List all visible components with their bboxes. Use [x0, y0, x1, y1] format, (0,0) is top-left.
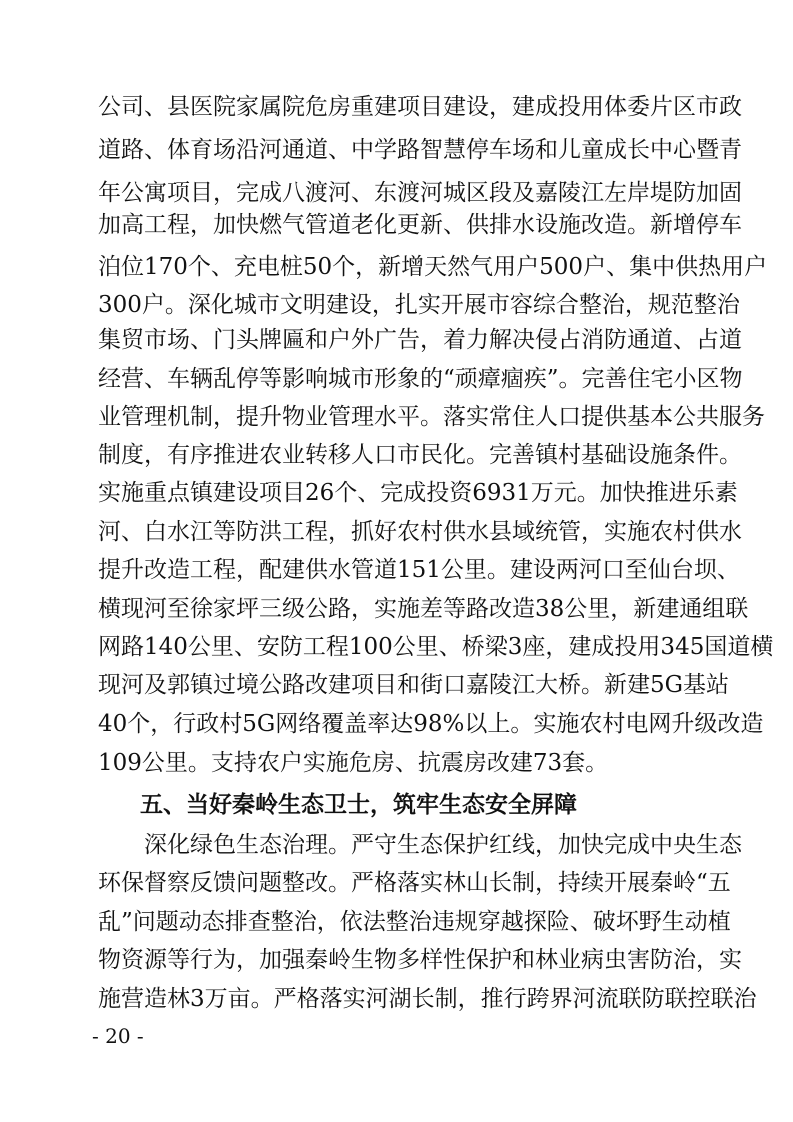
body-line: 业管理机制，提升物业管理水平。落实常住人口提供基本公共服务 — [98, 404, 765, 430]
body-line: 实施重点镇建设项目26个、完成投资6931万元。加快推进乐素 — [98, 480, 738, 506]
body-line: 40个，行政村5G网络覆盖率达98%以上。实施农村电网升级改造 — [98, 711, 764, 737]
page-number: - 20 - — [92, 1024, 144, 1048]
body-line: 深化绿色生态治理。严守生态保护红线，加快完成中央生态 — [144, 832, 742, 858]
body-line: 提升改造工程，配建供水管道151公里。建设两河口至仙台坝、 — [98, 557, 740, 583]
body-line: 环保督察反馈问题整改。严格落实林山长制，持续开展秦岭“五 — [98, 870, 731, 896]
body-line: 加高工程，加快燃气管道老化更新、供排水设施改造。新增停车 — [98, 212, 742, 238]
body-line: 河、白水江等防洪工程，抓好农村供水县域统管，实施农村供水 — [98, 519, 742, 545]
body-line: 集贸市场、门头牌匾和户外广告，着力解决侵占消防通道、占道 — [98, 327, 742, 353]
body-line: 泊位170个、充电桩50个，新增天然气用户500户、集中供热用户 — [98, 254, 768, 280]
body-line: 现河及郭镇过境公路改建项目和街口嘉陵江大桥。新建5G基站 — [98, 672, 730, 698]
body-line: 横现河至徐家坪三级公路，实施差等路改造38公里，新建通组联 — [98, 596, 749, 622]
body-line: 制度，有序推进农业转移人口市民化。完善镇村基础设施条件。 — [98, 442, 742, 468]
section-heading: 五、当好秦岭生态卫士，筑牢生态安全屏障 — [140, 792, 577, 818]
body-line: 网路140公里、安防工程100公里、桥梁3座，建成投用345国道横 — [98, 634, 774, 660]
body-line: 物资源等行为，加强秦岭生物多样性保护和林业病虫害防治，实 — [98, 947, 742, 973]
body-line: 年公寓项目，完成八渡河、东渡河城区段及嘉陵江左岸堤防加固 — [98, 180, 742, 206]
body-line: 道路、体育场沿河通道、中学路智慧停车场和儿童成长中心暨青 — [98, 137, 742, 163]
body-line: 乱”问题动态排查整治，依法整治违规穿越探险、破坏野生动植 — [98, 909, 731, 935]
body-line: 109公里。支持农户实施危房、抗震房改建73套。 — [98, 750, 609, 776]
body-line: 施营造林3万亩。严格落实河湖长制，推行跨界河流联防联控联治 — [98, 986, 757, 1012]
body-line: 经营、车辆乱停等影响城市形象的“顽瘴痼疾”。完善住宅小区物 — [98, 366, 743, 392]
body-line: 300户。深化城市文明建设，扎实开展市容综合整治，规范整治 — [98, 292, 740, 318]
body-line: 公司、县医院家属院危房重建项目建设，建成投用体委片区市政 — [98, 94, 742, 120]
